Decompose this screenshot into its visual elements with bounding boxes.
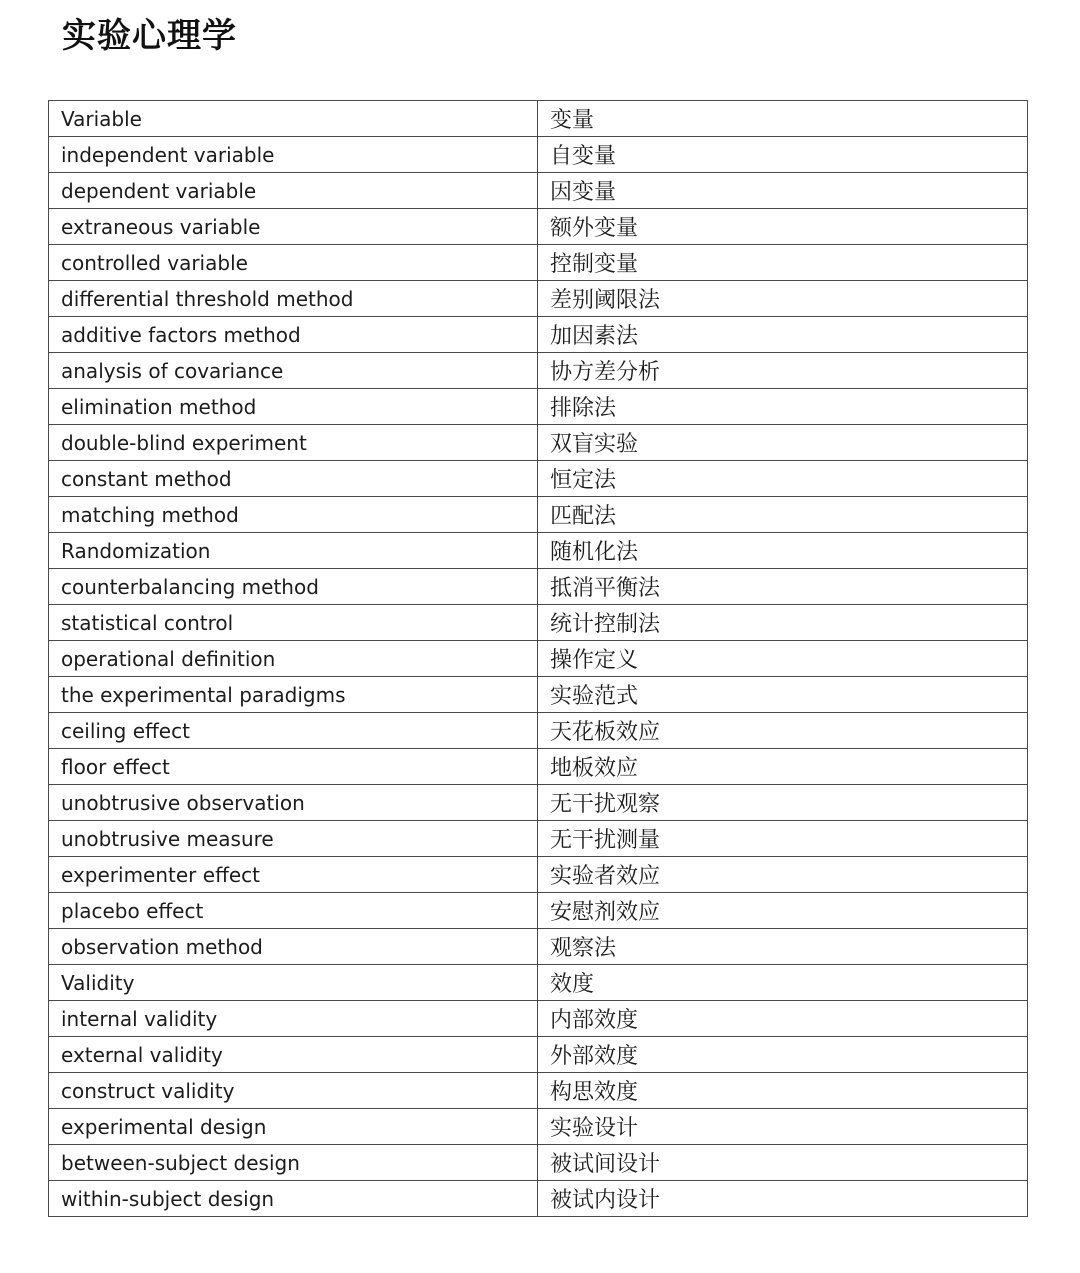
chinese-term: 恒定法 bbox=[538, 461, 1028, 497]
english-term: observation method bbox=[49, 929, 538, 965]
table-row bbox=[49, 785, 1028, 821]
english-term: internal validity bbox=[49, 1001, 538, 1037]
chinese-term: 观察法 bbox=[538, 929, 1028, 965]
chinese-term: 双盲实验 bbox=[538, 425, 1028, 461]
english-term: elimination method bbox=[49, 389, 538, 425]
english-term: matching method bbox=[49, 497, 538, 533]
table-row bbox=[49, 929, 1028, 965]
english-term: experimenter effect bbox=[49, 857, 538, 893]
english-term: constant method bbox=[49, 461, 538, 497]
chinese-term: 构思效度 bbox=[538, 1073, 1028, 1109]
english-term: double-blind experiment bbox=[49, 425, 538, 461]
table-row bbox=[49, 1181, 1028, 1217]
table-row bbox=[49, 965, 1028, 1001]
chinese-term: 差别阈限法 bbox=[538, 281, 1028, 317]
english-term: extraneous variable bbox=[49, 209, 538, 245]
english-term: counterbalancing method bbox=[49, 569, 538, 605]
english-term: independent variable bbox=[49, 137, 538, 173]
english-term: ceiling effect bbox=[49, 713, 538, 749]
english-term: analysis of covariance bbox=[49, 353, 538, 389]
table-row bbox=[49, 533, 1028, 569]
english-term: Validity bbox=[49, 965, 538, 1001]
table-row bbox=[49, 1001, 1028, 1037]
table-row bbox=[49, 389, 1028, 425]
table-row bbox=[49, 605, 1028, 641]
english-term: construct validity bbox=[49, 1073, 538, 1109]
english-term: experimental design bbox=[49, 1109, 538, 1145]
chinese-term: 地板效应 bbox=[538, 749, 1028, 785]
chinese-term: 协方差分析 bbox=[538, 353, 1028, 389]
chinese-term: 被试间设计 bbox=[538, 1145, 1028, 1181]
chinese-term: 内部效度 bbox=[538, 1001, 1028, 1037]
english-term: unobtrusive observation bbox=[49, 785, 538, 821]
table-row bbox=[49, 1109, 1028, 1145]
chinese-term: 效度 bbox=[538, 965, 1028, 1001]
table-row bbox=[49, 821, 1028, 857]
glossary-table bbox=[48, 100, 1028, 1217]
chinese-term: 实验设计 bbox=[538, 1109, 1028, 1145]
english-term: statistical control bbox=[49, 605, 538, 641]
chinese-term: 自变量 bbox=[538, 137, 1028, 173]
english-term: differential threshold method bbox=[49, 281, 538, 317]
chinese-term: 随机化法 bbox=[538, 533, 1028, 569]
chinese-term: 排除法 bbox=[538, 389, 1028, 425]
chinese-term: 控制变量 bbox=[538, 245, 1028, 281]
table-row bbox=[49, 1037, 1028, 1073]
english-term: placebo effect bbox=[49, 893, 538, 929]
english-term: Randomization bbox=[49, 533, 538, 569]
table-row bbox=[49, 245, 1028, 281]
english-term: Variable bbox=[49, 101, 538, 137]
chinese-term: 加因素法 bbox=[538, 317, 1028, 353]
table-row bbox=[49, 353, 1028, 389]
table-row bbox=[49, 749, 1028, 785]
english-term: external validity bbox=[49, 1037, 538, 1073]
chinese-term: 实验者效应 bbox=[538, 857, 1028, 893]
english-term: between-subject design bbox=[49, 1145, 538, 1181]
glossary-body bbox=[49, 101, 1028, 1217]
table-row bbox=[49, 173, 1028, 209]
table-row bbox=[49, 461, 1028, 497]
table-row bbox=[49, 497, 1028, 533]
chinese-term: 因变量 bbox=[538, 173, 1028, 209]
chinese-term: 天花板效应 bbox=[538, 713, 1028, 749]
table-row bbox=[49, 713, 1028, 749]
chinese-term: 被试内设计 bbox=[538, 1181, 1028, 1217]
table-row bbox=[49, 281, 1028, 317]
chinese-term: 统计控制法 bbox=[538, 605, 1028, 641]
english-term: the experimental paradigms bbox=[49, 677, 538, 713]
chinese-term: 变量 bbox=[538, 101, 1028, 137]
chinese-term: 抵消平衡法 bbox=[538, 569, 1028, 605]
table-row bbox=[49, 569, 1028, 605]
page-title: 实验心理学 bbox=[62, 16, 237, 56]
english-term: additive factors method bbox=[49, 317, 538, 353]
chinese-term: 实验范式 bbox=[538, 677, 1028, 713]
chinese-term: 操作定义 bbox=[538, 641, 1028, 677]
chinese-term: 匹配法 bbox=[538, 497, 1028, 533]
table-row bbox=[49, 857, 1028, 893]
english-term: unobtrusive measure bbox=[49, 821, 538, 857]
table-row bbox=[49, 425, 1028, 461]
chinese-term: 无干扰观察 bbox=[538, 785, 1028, 821]
english-term: within-subject design bbox=[49, 1181, 538, 1217]
english-term: floor effect bbox=[49, 749, 538, 785]
table-row bbox=[49, 137, 1028, 173]
table-row bbox=[49, 101, 1028, 137]
table-row bbox=[49, 317, 1028, 353]
table-row bbox=[49, 209, 1028, 245]
english-term: controlled variable bbox=[49, 245, 538, 281]
table-row bbox=[49, 1145, 1028, 1181]
english-term: dependent variable bbox=[49, 173, 538, 209]
chinese-term: 额外变量 bbox=[538, 209, 1028, 245]
english-term: operational definition bbox=[49, 641, 538, 677]
table-row bbox=[49, 641, 1028, 677]
table-row bbox=[49, 893, 1028, 929]
chinese-term: 外部效度 bbox=[538, 1037, 1028, 1073]
table-row bbox=[49, 1073, 1028, 1109]
table-row bbox=[49, 677, 1028, 713]
chinese-term: 无干扰测量 bbox=[538, 821, 1028, 857]
chinese-term: 安慰剂效应 bbox=[538, 893, 1028, 929]
